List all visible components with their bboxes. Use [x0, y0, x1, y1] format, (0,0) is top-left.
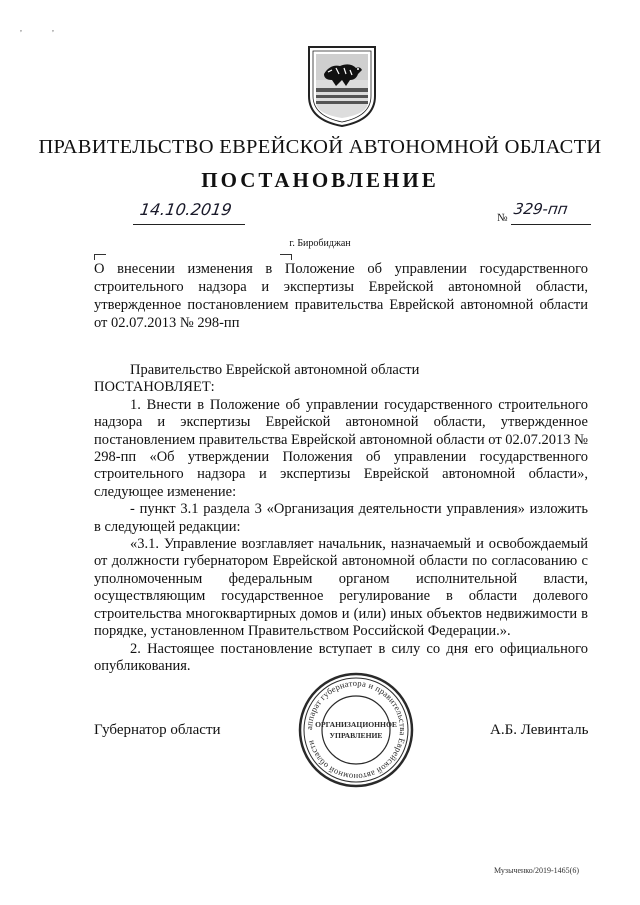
- scan-specks: , ,: [20, 24, 68, 33]
- paragraph-amendment-item: - пункт 3.1 раздела 3 «Организация деятельности управления» изложить в следующей редакции:: [94, 501, 588, 535]
- coat-of-arms-icon: [306, 44, 378, 128]
- document-type-heading: ПОСТАНОВЛЕНИЕ: [201, 168, 439, 192]
- document-date: 14.10.2019: [138, 200, 233, 219]
- stamp-ring-text: аппарат губернатора и правительства Еврейской автономной области: [303, 677, 409, 783]
- city-label: г. Биробиджан: [289, 238, 351, 249]
- document-body: [94, 362, 588, 675]
- document-subject: О внесении изменения в Положение об управлении государственного строительного надзора и экспертизы Еврейской автономной области, утвержденное постановлением правительства Еврейской автономной области от 02.07.2013 № 298-пп: [94, 261, 588, 331]
- number-sign: №: [497, 212, 508, 224]
- svg-text:аппарат губернатора и правител: [304, 678, 408, 782]
- government-title: ПРАВИТЕЛЬСТВО ЕВРЕЙСКОЙ АВТОНОМНОЙ ОБЛАСТИ: [38, 136, 602, 158]
- footer-code: Музыченко/2019-1465(6): [494, 866, 579, 875]
- paragraph-2: 2. Настоящее постановление вступает в силу со дня его официального опубликования.: [94, 640, 588, 674]
- document-number: 329-пп: [512, 200, 569, 218]
- paragraph-amended-text: «3.1. Управление возглавляет начальник, назначаемый и освобождаемый от должности губернатором Еврейской автономной области по согласованию с уполномоченным федеральным органом исполнительной власти, осуществляющим государственное регулирование в области долевого строительства многоквартирных домов и (или) иных объектов недвижимости в порядке, установленном Правительством Российской Федерации.».: [94, 536, 588, 640]
- signatory-title: Губернатор области: [94, 722, 221, 738]
- stamp-line-2: УПРАВЛЕНИЕ: [329, 731, 383, 740]
- official-stamp: [296, 670, 416, 790]
- preamble: Правительство Еврейской автономной области: [130, 362, 420, 378]
- resolves-keyword: ПОСТАНОВЛЯЕТ:: [94, 379, 215, 396]
- stamp-line-1: ОРГАНИЗАЦИОННОЕ: [315, 720, 397, 729]
- signatory-name: А.Б. Левинталь: [490, 722, 589, 738]
- paragraph-1: 1. Внести в Положение об управлении государственного строительного надзора и экспертизы Еврейской автономной области, утвержденное постановлением правительства Еврейской автономной области от 02.07.2013 № 298-пп «Об утверждении Положения об управлении государственного строительного надзора и экспертизы Еврейской автономной области», следующее изменение:: [94, 396, 588, 500]
